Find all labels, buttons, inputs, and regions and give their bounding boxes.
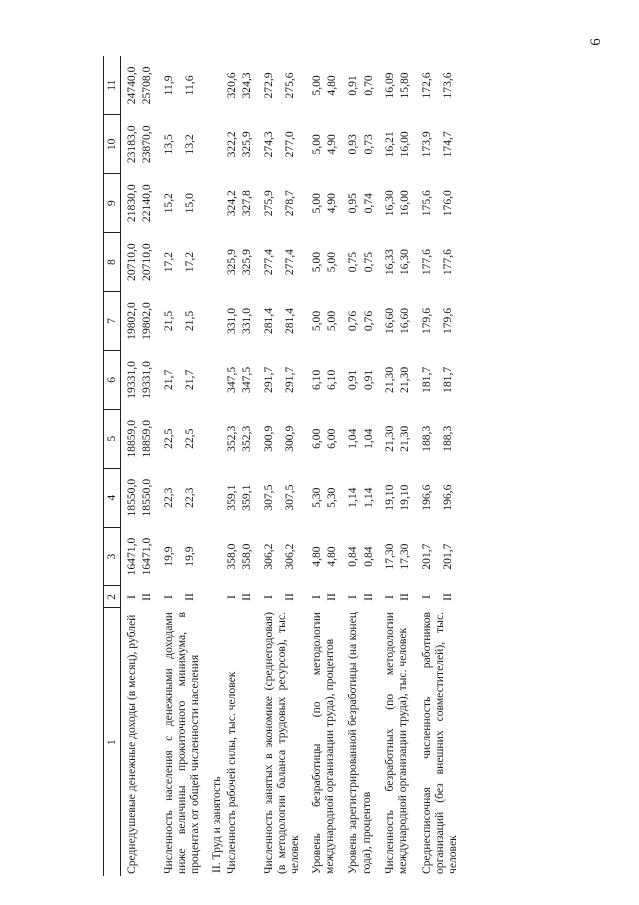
value-cell: 21,30 [398, 425, 412, 452]
value-cell: 21830,0 [125, 184, 138, 223]
spacer-row [461, 56, 467, 876]
value-cell: 0,95 [346, 193, 360, 214]
value-cell: 0,93 [346, 134, 360, 155]
variant-label: II [182, 593, 196, 601]
value-cell: 0,84 [361, 546, 375, 567]
value-cell: 4,80 [324, 75, 338, 96]
value-cell: 17,2 [161, 251, 175, 273]
value-cell: 0,76 [361, 310, 375, 332]
value-cell: 173,9 [419, 131, 433, 158]
value-cell: 15,80 [398, 72, 412, 99]
variant-label: I [224, 595, 238, 599]
indicator-label: Численность безработных (по методологии международной организации труда), тыс. человек [382, 612, 410, 874]
section-row [209, 56, 224, 876]
variant-label: II [140, 593, 154, 601]
value-cell: 324,3 [240, 72, 254, 99]
value-cell: 6,10 [324, 369, 338, 391]
value-cell: 19802,0 [140, 302, 154, 340]
value-cell: 5,00 [309, 75, 323, 96]
value-cell: 325,9 [240, 131, 254, 158]
value-cell: 275,9 [261, 190, 275, 217]
value-cell: 22140,0 [140, 184, 154, 223]
value-cell: 21,7 [182, 369, 196, 391]
rotated-table-container [103, 56, 563, 876]
value-cell: 0,91 [346, 75, 360, 96]
value-cell: 327,8 [240, 190, 254, 217]
variant-label: I [419, 595, 433, 599]
value-cell: 188,3 [419, 425, 433, 452]
value-cell: 16471,0 [140, 537, 154, 576]
value-cell: 22,5 [161, 428, 175, 449]
value-cell: 5,00 [309, 134, 323, 155]
value-cell: 359,1 [240, 484, 254, 511]
variant-label: II [361, 593, 375, 601]
value-cell: 306,2 [282, 543, 296, 570]
variant-label: II [240, 593, 254, 601]
value-cell: 0,75 [361, 251, 375, 273]
value-cell: 1,04 [361, 428, 375, 449]
value-cell: 1,14 [346, 487, 360, 508]
forecast-table [103, 56, 467, 876]
value-cell: 1,14 [361, 487, 375, 508]
value-cell: 16,00 [398, 190, 412, 217]
variant-label: I [125, 595, 138, 599]
column-header: 6 [104, 350, 121, 409]
value-cell: 21,30 [382, 425, 396, 452]
value-cell: 19331,0 [140, 361, 154, 399]
variant-label: II [398, 593, 412, 601]
value-cell: 0,74 [361, 193, 375, 214]
column-header: 1 [104, 608, 121, 876]
variant-label: I [261, 595, 275, 599]
variant-label: II [440, 593, 454, 601]
value-cell: 5,00 [309, 251, 323, 273]
indicator-label: Уровень безработицы (по методологии международной организации труда), процентов [309, 612, 336, 874]
value-cell: 19,10 [398, 484, 412, 511]
value-cell: 17,30 [382, 543, 396, 570]
value-cell: 16,60 [398, 307, 412, 335]
column-header: 9 [104, 174, 121, 233]
table-row [309, 56, 324, 876]
value-cell: 6,00 [309, 428, 323, 449]
value-cell: 173,6 [440, 72, 454, 99]
value-cell: 275,6 [282, 72, 296, 99]
value-cell: 19331,0 [125, 361, 138, 399]
value-cell: 11,6 [182, 75, 196, 96]
value-cell: 291,7 [261, 366, 275, 393]
value-cell: 174,7 [440, 131, 454, 158]
indicator-label: Численность рабочей силы, тыс. человек [224, 671, 238, 874]
variant-label: I [382, 595, 396, 599]
value-cell: 5,30 [309, 487, 323, 508]
value-cell: 181,7 [440, 366, 454, 393]
value-cell: 0,84 [346, 546, 360, 567]
value-cell: 0,91 [346, 369, 360, 391]
value-cell: 16,30 [382, 190, 396, 217]
value-cell: 325,9 [224, 249, 238, 276]
value-cell: 15,2 [161, 193, 175, 214]
header-row [104, 56, 121, 876]
value-cell: 5,00 [324, 251, 338, 273]
value-cell: 352,3 [240, 425, 254, 452]
value-cell: 22,5 [182, 428, 196, 449]
value-cell: 16,30 [398, 249, 412, 276]
indicator-label: Среднедушевые денежные доходы (в месяц), рублей [125, 614, 138, 874]
value-cell: 306,2 [261, 543, 275, 570]
value-cell: 15,0 [182, 193, 196, 214]
value-cell: 6,00 [324, 428, 338, 449]
value-cell: 0,76 [346, 310, 360, 332]
variant-label: I [346, 595, 360, 599]
column-header: 4 [104, 468, 121, 527]
value-cell: 18550,0 [140, 478, 154, 517]
table-row [224, 56, 239, 876]
value-cell: 179,6 [419, 307, 433, 335]
value-cell: 16,21 [382, 131, 396, 158]
indicator-label: Среднесписочная численность работников организаций (без внешних совместителей), тыс. человек [419, 612, 460, 874]
value-cell: 181,7 [419, 366, 433, 393]
value-cell: 175,6 [419, 190, 433, 217]
value-cell: 20710,0 [140, 243, 154, 281]
value-cell: 277,4 [261, 249, 275, 276]
value-cell: 16,60 [382, 307, 396, 335]
value-cell: 18550,0 [125, 478, 138, 517]
value-cell: 5,00 [324, 310, 338, 332]
table-header [104, 56, 121, 876]
value-cell: 6,10 [309, 369, 323, 391]
value-cell: 359,1 [224, 484, 238, 511]
value-cell: 16,00 [398, 131, 412, 158]
value-cell: 21,30 [398, 366, 412, 393]
value-cell: 19,9 [161, 546, 175, 567]
value-cell: 4,90 [324, 134, 338, 155]
value-cell: 21,30 [382, 366, 396, 393]
value-cell: 277,0 [282, 131, 296, 158]
value-cell: 291,7 [282, 366, 296, 393]
value-cell: 5,00 [309, 310, 323, 332]
value-cell: 16,09 [382, 72, 396, 99]
value-cell: 281,4 [282, 307, 296, 335]
column-header: 7 [104, 292, 121, 351]
value-cell: 172,6 [419, 72, 433, 99]
table-row [261, 56, 282, 876]
table-row [121, 56, 140, 876]
value-cell: 23870,0 [140, 125, 154, 164]
value-cell: 4,90 [324, 193, 338, 214]
variant-label: II [324, 593, 338, 601]
indicator-label: Численность населения с денежными доходами ниже величины прожиточного минимума, в процентах от общей численности населения [161, 612, 202, 874]
value-cell: 347,5 [240, 366, 254, 393]
value-cell: 5,30 [324, 487, 338, 508]
value-cell: 201,7 [440, 543, 454, 570]
value-cell: 278,7 [282, 190, 296, 217]
value-cell: 300,9 [261, 425, 275, 452]
value-cell: 0,91 [361, 369, 375, 391]
column-header: 2 [104, 586, 121, 608]
value-cell: 201,7 [419, 543, 433, 570]
value-cell: 21,7 [161, 369, 175, 391]
indicator-label: Численность занятых в экономике (среднегодовая) (в методологии баланса трудовых ресурсов), тыс. человек [261, 612, 302, 874]
table-row [419, 56, 440, 876]
column-header: 8 [104, 233, 121, 292]
value-cell: 13,2 [182, 134, 196, 155]
value-cell: 22,3 [161, 487, 175, 508]
value-cell: 322,2 [224, 131, 238, 158]
value-cell: 0,75 [346, 251, 360, 273]
value-cell: 325,9 [240, 249, 254, 276]
value-cell: 18859,0 [125, 419, 138, 458]
value-cell: 358,0 [224, 543, 238, 570]
value-cell: 22,3 [182, 487, 196, 508]
value-cell: 274,3 [261, 131, 275, 158]
value-cell: 1,04 [346, 428, 360, 449]
value-cell: 188,3 [440, 425, 454, 452]
page-number: 6 [588, 38, 604, 46]
value-cell: 4,80 [309, 546, 323, 567]
spacer-cell [461, 56, 467, 876]
value-cell: 11,9 [161, 75, 175, 96]
value-cell: 179,6 [440, 307, 454, 335]
value-cell: 281,4 [261, 307, 275, 335]
value-cell: 196,6 [440, 484, 454, 511]
value-cell: 20710,0 [125, 243, 138, 281]
value-cell: 331,0 [240, 307, 254, 335]
value-cell: 16,33 [382, 249, 396, 276]
table-row [345, 56, 360, 876]
value-cell: 352,3 [224, 425, 238, 452]
value-cell: 277,4 [282, 249, 296, 276]
value-cell: 177,6 [419, 249, 433, 276]
value-cell: 300,9 [282, 425, 296, 452]
table-row [161, 56, 182, 876]
value-cell: 358,0 [240, 543, 254, 570]
value-cell: 13,5 [161, 134, 175, 155]
value-cell: 272,9 [261, 72, 275, 99]
column-header: 5 [104, 409, 121, 468]
column-header: 10 [104, 115, 121, 174]
value-cell: 4,80 [324, 546, 338, 567]
value-cell: 23183,0 [125, 125, 138, 164]
value-cell: 0,73 [361, 134, 375, 155]
value-cell: 17,30 [398, 543, 412, 570]
value-cell: 18859,0 [140, 419, 154, 458]
table-body [121, 56, 467, 876]
section-title: II. Труд и занятость [209, 776, 223, 873]
value-cell: 24740,0 [125, 66, 138, 105]
value-cell: 17,2 [182, 251, 196, 273]
value-cell: 19,9 [182, 546, 196, 567]
value-cell: 331,0 [224, 307, 238, 335]
variant-label: I [161, 595, 175, 599]
value-cell: 196,6 [419, 484, 433, 511]
value-cell: 307,5 [261, 484, 275, 511]
value-cell: 176,0 [440, 190, 454, 217]
column-header: 3 [104, 527, 121, 586]
value-cell: 0,70 [361, 75, 375, 96]
value-cell: 21,5 [182, 310, 196, 332]
value-cell: 347,5 [224, 366, 238, 393]
value-cell: 307,5 [282, 484, 296, 511]
value-cell: 19,10 [382, 484, 396, 511]
variant-label: II [282, 593, 296, 601]
value-cell: 25708,0 [140, 66, 154, 105]
table-row [382, 56, 397, 876]
value-cell: 21,5 [161, 310, 175, 332]
value-cell: 19802,0 [125, 302, 138, 340]
column-header: 11 [104, 56, 121, 115]
variant-label: I [309, 595, 323, 599]
indicator-label: Уровень зарегистрированной безработицы (на конец года), процентов [346, 612, 373, 874]
value-cell: 5,00 [309, 193, 323, 214]
value-cell: 16471,0 [125, 537, 138, 576]
value-cell: 320,6 [224, 72, 238, 99]
value-cell: 324,2 [224, 190, 238, 217]
value-cell: 177,6 [440, 249, 454, 276]
